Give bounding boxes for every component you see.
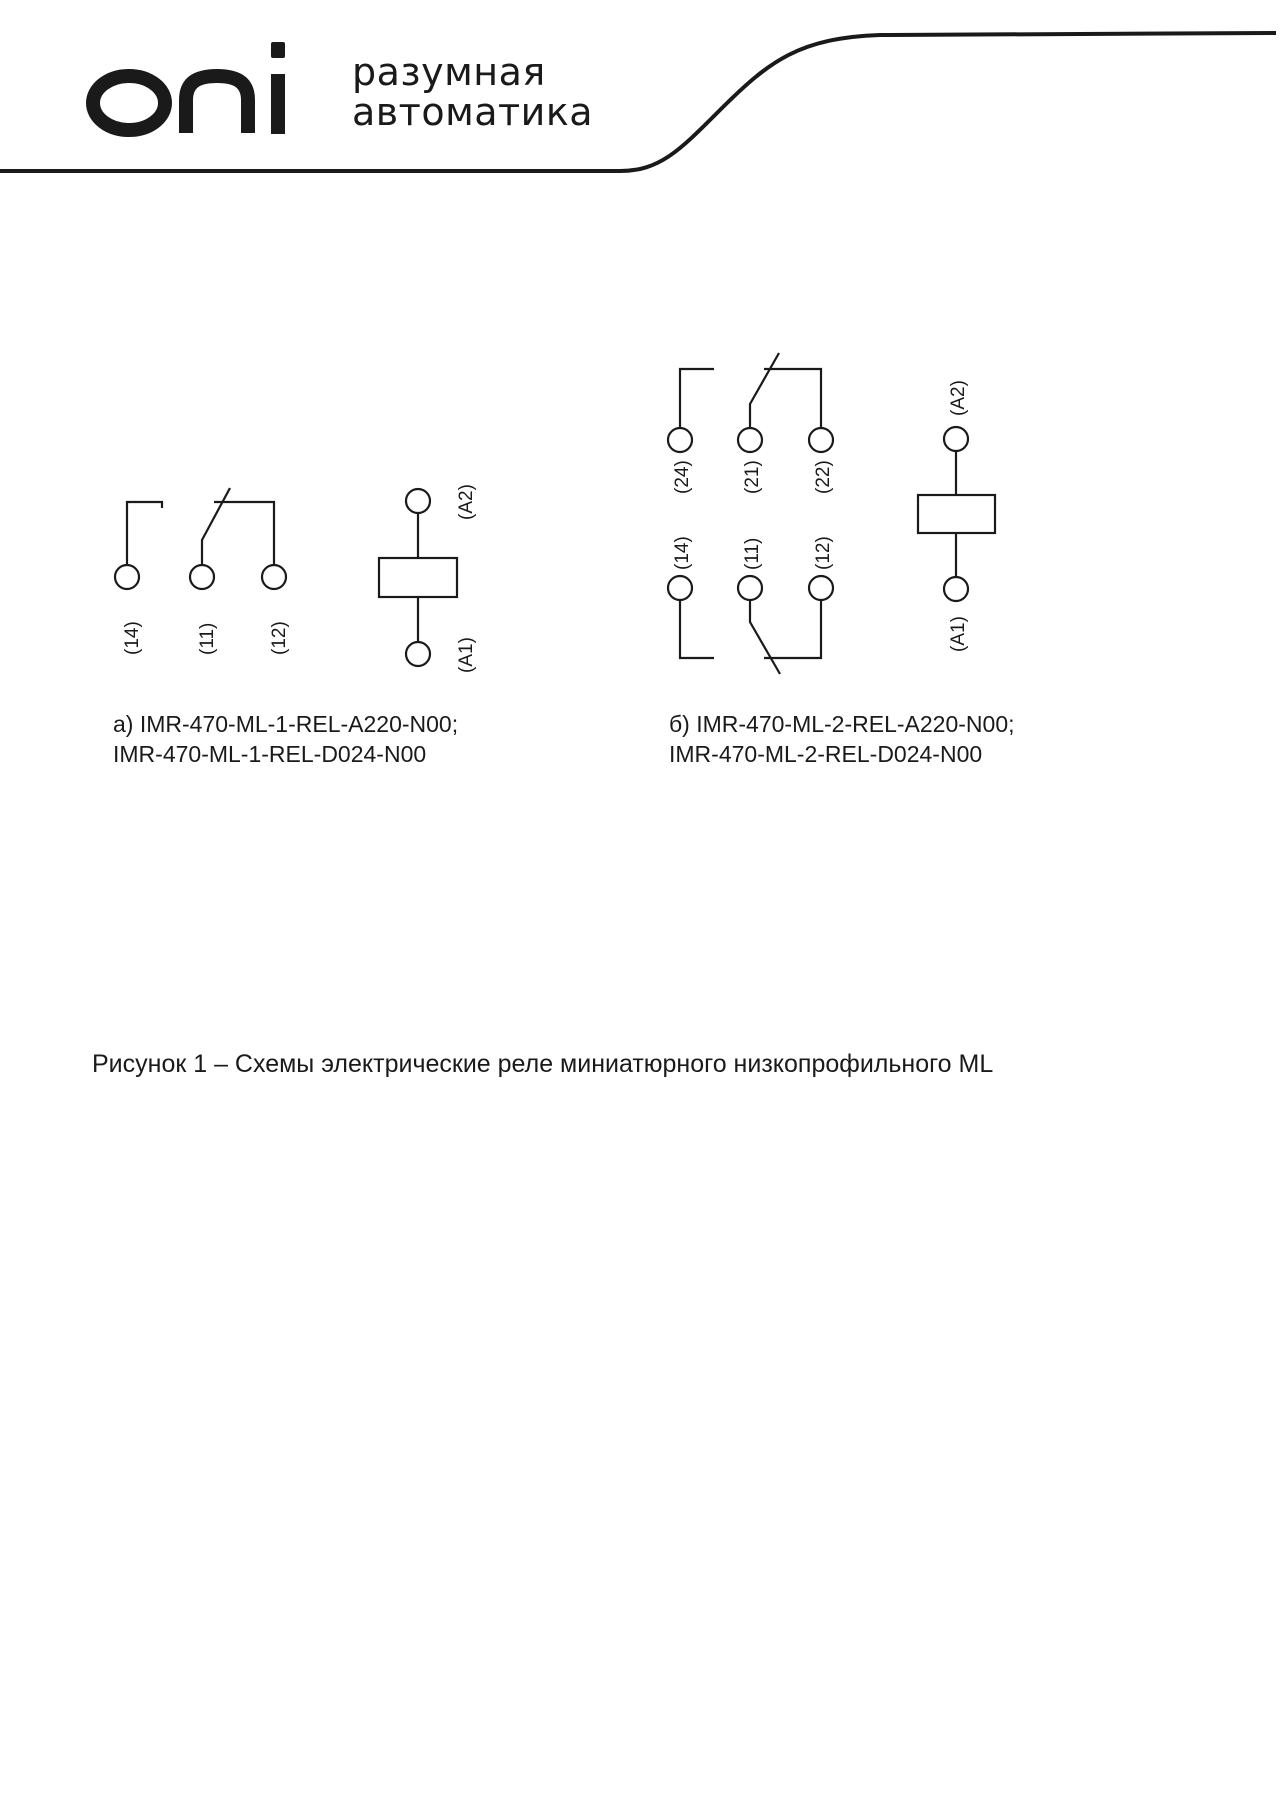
- diagram-b-contacts-lower: [668, 576, 833, 674]
- diagram-b-label-11: (11): [742, 537, 763, 570]
- diagram-a-caption: [113, 709, 458, 769]
- diagram-a-caption-line-1: а) IMR-470-ML-1-REL-A220-N00;: [113, 711, 459, 737]
- diagram-a-label-a2: (A2): [456, 484, 477, 520]
- diagram-a-caption-line-2: IMR-470-ML-1-REL-D024-N00: [113, 741, 427, 767]
- figure-caption: Рисунок 1 – Схемы электрические реле миниатюрного низкопрофильного ML: [92, 1050, 994, 1078]
- diagram-a-contacts: [115, 488, 286, 589]
- diagram-a-label-a1: (A1): [456, 637, 477, 673]
- diagram-a-label-12: (12): [269, 621, 290, 655]
- diagram-b-terminal-a1: [944, 577, 968, 601]
- diagram-b-caption-line-2: IMR-470-ML-2-REL-D024-N00: [669, 741, 983, 767]
- diagram-a-label-14: (14): [122, 621, 143, 655]
- diagram-b-label-14: (14): [672, 536, 693, 570]
- diagram-a-coil: [379, 489, 457, 666]
- diagram-b-terminal-11: [738, 576, 762, 600]
- diagram-a-terminal-11: [190, 565, 214, 589]
- diagram-a-terminal-a2: [406, 489, 430, 513]
- diagram-b-terminal-22: [809, 428, 833, 452]
- tagline-line-1: разумная: [352, 50, 546, 94]
- diagram-b-label-21: (21): [742, 460, 763, 494]
- diagram-b-terminal-21: [738, 428, 762, 452]
- diagram-b-terminal-14: [668, 576, 692, 600]
- tagline-line-2: автоматика: [352, 90, 594, 134]
- diagram-b-coil-symbol: [918, 495, 995, 533]
- logo-tagline: [352, 52, 593, 132]
- diagram-a-terminal-a1: [406, 642, 430, 666]
- diagram-b-coil: [918, 427, 995, 601]
- diagram-b-label-22: (22): [813, 460, 834, 494]
- diagram-b-terminal-12: [809, 576, 833, 600]
- diagram-b-label-24: (24): [672, 460, 693, 494]
- diagram-b-caption: [669, 709, 1015, 769]
- diagram-b-label-a1: (A1): [948, 616, 969, 652]
- diagram-b-label-12: (12): [813, 536, 834, 570]
- diagram-a-terminal-14: [115, 565, 139, 589]
- diagram-b-terminal-24: [668, 428, 692, 452]
- oni-logo: [86, 28, 296, 143]
- diagram-a-coil-symbol: [379, 558, 457, 597]
- diagram-b-label-a2: (A2): [948, 380, 969, 416]
- diagram-b-caption-line-1: б) IMR-470-ML-2-REL-A220-N00;: [669, 711, 1015, 737]
- page-header: [0, 0, 1280, 180]
- diagram-b-terminal-a2: [944, 427, 968, 451]
- relay-schematics: [0, 330, 1280, 700]
- diagram-b-contacts-upper: [668, 353, 833, 452]
- diagram-a-terminal-12: [262, 565, 286, 589]
- diagram-a-label-11: (11): [197, 622, 218, 655]
